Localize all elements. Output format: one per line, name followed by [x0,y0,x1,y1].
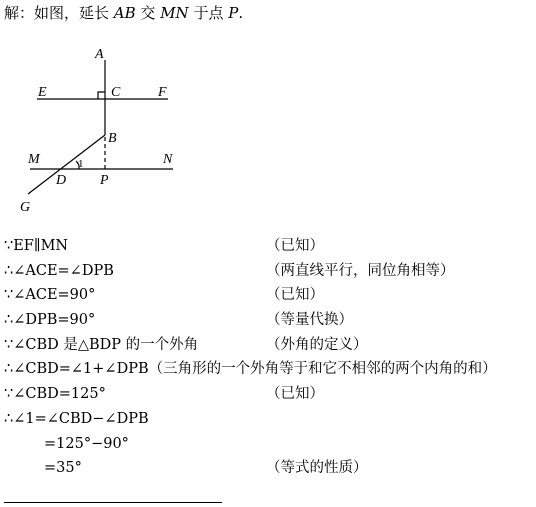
right-angle-mark [98,92,105,99]
proof-reason: （已知） [266,238,324,254]
label-d: D [56,173,67,188]
intro-prefix: 解：如图，延长 [4,4,114,22]
label-n: N [163,152,173,167]
proof-reason: （两直线平行，同位角相等） [266,262,455,279]
label-g: G [20,200,31,215]
label-p: P [100,173,109,188]
proof-statement: ∵EF∥MN [4,238,69,254]
proof-statement: ∵∠ACE=90° [4,287,96,304]
footer-divider [4,502,222,503]
label-a: A [95,47,104,62]
proof-statement: =125°−90° [44,435,129,452]
intro-suffix: 于点 [188,4,229,22]
proof-reason: （三角形的一个外角等于和它不相邻的两个内角的和） [148,361,497,378]
proof-statement: ∵∠CBD=125° [4,386,106,403]
proof-statement [4,357,497,382]
intro-point-p: P [228,4,239,22]
proof-statement: =35° [44,460,82,477]
proof-statement: ∴∠ACE=∠DPB [4,262,114,279]
label-f: F [158,85,167,100]
label-angle-1: 1 [78,158,84,170]
intro-mid: 交 [135,4,161,22]
label-e: E [38,85,47,100]
geometry-figure [0,38,200,218]
proof-statement: ∴∠DPB=90° [4,312,96,329]
proof-reason: （已知） [266,386,324,403]
proof-reason: （外角的定义） [266,336,368,353]
label-b: B [108,131,117,146]
proof-reason: （已知） [266,287,324,304]
solution-intro [4,2,243,23]
label-m: M [28,152,40,167]
intro-segment-ab: AB [113,4,136,22]
intro-segment-mn: MN [160,4,189,22]
intro-end: . [238,4,244,22]
proof-statement-text: ∴∠CBD=∠1+∠DPB [4,361,149,378]
proof-statement: ∵∠CBD 是△BDP 的一个外角 [4,336,199,353]
proof-reason: （等式的性质） [266,460,368,477]
proof-reason: （等量代换） [266,312,353,329]
proof-statement: ∴∠1=∠CBD−∠DPB [4,410,149,427]
label-c: C [111,85,121,100]
